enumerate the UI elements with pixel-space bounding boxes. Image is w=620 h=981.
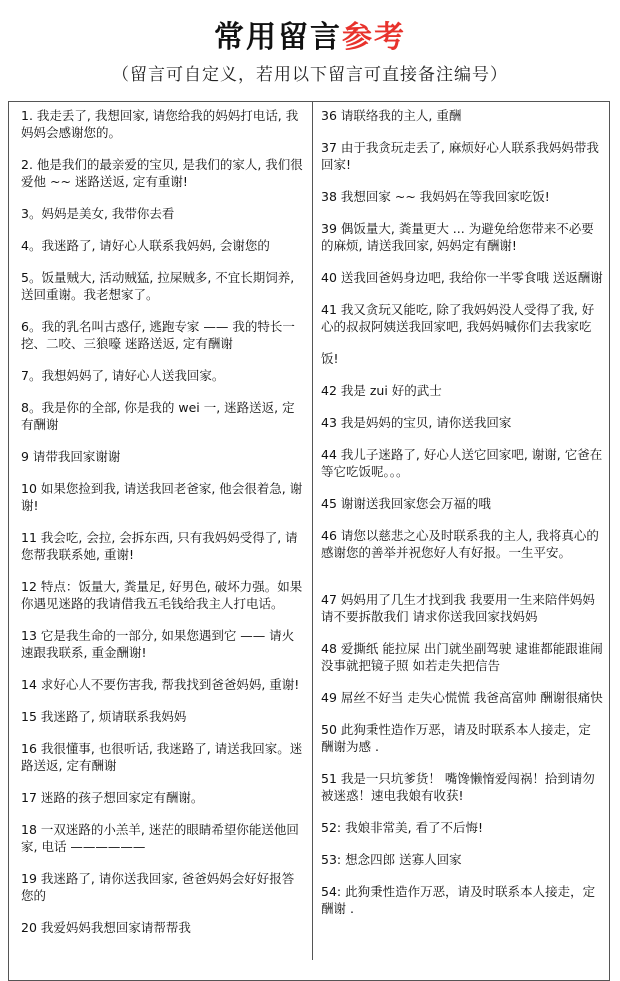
message-item: 51 我是一只坑爹货！ 嘴馋懒惰爱闯祸！拾到请勿被迷惑！速电我娘有收获! — [321, 771, 595, 803]
message-item: 43 我是妈妈的宝贝, 请你送我回家 — [321, 415, 512, 430]
message-item: 50 此狗秉性造作万恶，请及时联系本人接走，定酬谢为感 . — [321, 722, 591, 754]
message-item: 3。妈妈是美女, 我带你去看 — [21, 206, 175, 221]
message-item: 14 求好心人不要伤害我, 帮我找到爸爸妈妈, 重谢! — [21, 677, 300, 692]
message-item: 16 我很懂事, 也很听话, 我迷路了, 请送我回家。迷路送返, 定有酬谢 — [21, 741, 303, 773]
message-item: 45 谢谢送我回家您会万福的哦 — [321, 496, 491, 511]
message-item: 13 它是我生命的一部分, 如果您遇到它 —— 请火速跟我联系, 重金酬谢! — [21, 628, 295, 660]
message-item: 47 妈妈用了几生才找到我 我要用一生来陪伴妈妈 请不要拆散我们 请求你送我回家找妈妈 — [321, 592, 595, 624]
right-column — [321, 107, 603, 932]
message-item: 12 特点：饭量大, 粪量足, 好男色, 破坏力强。如果你遇见迷路的我请借我五毛钱给我主人打电话。 — [21, 579, 303, 611]
message-item: 18 一双迷路的小羔羊, 迷茫的眼睛希望你能送他回家, 电话 —————— — [21, 822, 299, 854]
message-item: 20 我爱妈妈我想回家请帮帮我 — [21, 920, 191, 935]
message-item: 52: 我娘非常美, 看了不后悔! — [321, 820, 484, 835]
left-column — [21, 107, 303, 951]
message-item: 15 我迷路了, 烦请联系我妈妈 — [21, 709, 187, 724]
title-main: 常用留言 — [214, 20, 342, 55]
title-accent: 参考 — [342, 20, 406, 55]
message-item: 36 请联络我的主人, 重酬 — [321, 108, 462, 123]
message-item: 19 我迷路了, 请你送我回家, 爸爸妈妈会好好报答您的 — [21, 871, 295, 903]
message-item: 7。我想妈妈了, 请好心人送我回家。 — [21, 368, 225, 383]
message-item: 饭! — [321, 351, 339, 366]
message-item: 8。我是你的全部, 你是我的 wei 一, 迷路送返, 定有酬谢 — [21, 400, 295, 432]
message-item: 1. 我走丢了, 我想回家, 请您给我的妈妈打电话, 我妈妈会感谢您的。 — [21, 108, 299, 140]
message-item: 17 迷路的孩子想回家定有酬谢。 — [21, 790, 204, 805]
message-item: 49 屌丝不好当 走失心慌慌 我爸高富帅 酬谢很痛快 — [321, 690, 603, 705]
message-item: 38 我想回家 ~~ 我妈妈在等我回家吃饭! — [321, 189, 550, 204]
message-item: 5。饭量贼大, 活动贼猛, 拉屎贼多, 不宜长期饲养, 送回重谢。我老想家了。 — [21, 270, 295, 302]
message-item: 53: 想念四郎 送寡人回家 — [321, 852, 462, 867]
message-item: 4。我迷路了, 请好心人联系我妈妈, 会谢您的 — [21, 238, 270, 253]
column-divider — [312, 101, 313, 960]
message-item: 6。我的乳名叫古惑仔, 逃跑专家 —— 我的特长一挖、二咬、三狼嚎 迷路送返, 定有酬谢 — [21, 319, 295, 351]
message-item: 44 我儿子迷路了, 好心人送它回家吧, 谢谢, 它爸在等它吃饭呢。。。 — [321, 447, 603, 479]
message-item: 42 我是 zui 好的武士 — [321, 383, 442, 398]
message-item: 11 我会吃, 会拉, 会拆东西, 只有我妈妈受得了, 请您帮我联系她, 重谢! — [21, 530, 298, 562]
message-item: 54: 此狗秉性造作万恶，请及时联系本人接走，定酬谢 . — [321, 884, 596, 916]
message-item: 9 请带我回家谢谢 — [21, 449, 121, 464]
page-subtitle: （留言可自定义，若用以下留言可直接备注编号） — [112, 65, 508, 85]
message-item: 39 偶饭量大, 粪量更大 ... 为避免给您带来不必要的麻烦, 请送我回家, 妈妈定有酬谢! — [321, 221, 594, 253]
message-item: 2. 他是我们的最亲爱的宝贝, 是我们的家人, 我们很爱他 ~~ 迷路送返, 定有重谢! — [21, 157, 303, 189]
message-item: 40 送我回爸妈身边吧, 我给你一半零食哦 送返酬谢 — [321, 270, 603, 285]
message-item: 10 如果您捡到我, 请送我回老爸家, 他会很着急, 谢谢! — [21, 481, 303, 513]
message-item: 37 由于我贪玩走丢了, 麻烦好心人联系我妈妈带我回家! — [321, 140, 599, 172]
message-item: 48 爱撕纸 能拉屎 出门就坐副驾驶 逮谁都能跟谁闹 没事就把镜子照 如若走失把信告 — [321, 641, 603, 673]
message-item: 41 我又贪玩又能吃, 除了我妈妈没人受得了我, 好心的叔叔阿姨送我回家吧, 我妈妈喊你们去我家吃 — [321, 302, 595, 334]
page-title — [0, 12, 620, 56]
message-item: 46 请您以慈悲之心及时联系我的主人, 我将真心的感谢您的善举并祝您好人有好报。一生平安。 — [321, 528, 599, 560]
